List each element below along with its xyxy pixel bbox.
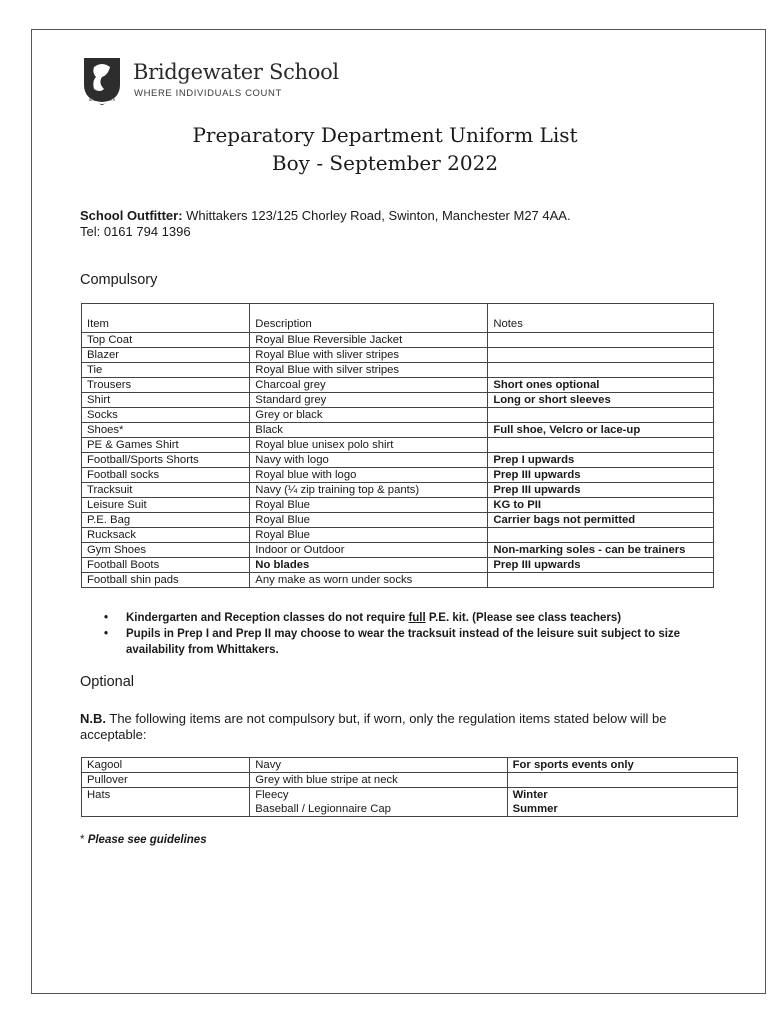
- table-row: [82, 573, 714, 588]
- table-row: [82, 453, 714, 468]
- outfitter-info: [80, 208, 571, 240]
- cell-description: Royal Blue with silver stripes: [250, 363, 488, 378]
- cell-notes: Prep III upwards: [488, 558, 714, 573]
- cell-item: Football shin pads: [82, 573, 250, 588]
- compulsory-heading: Compulsory: [80, 272, 158, 288]
- cell-item: Football socks: [82, 468, 250, 483]
- column-header-notes: Notes: [488, 304, 714, 333]
- table-row: [82, 528, 714, 543]
- table-row: [82, 438, 714, 453]
- table-row: [82, 498, 714, 513]
- cell-notes: Carrier bags not permitted: [488, 513, 714, 528]
- cell-notes: KG to PII: [488, 498, 714, 513]
- cell-description: Royal Blue: [250, 528, 488, 543]
- cell-description: Standard grey: [250, 393, 488, 408]
- cell-notes: Full shoe, Velcro or lace-up: [488, 423, 714, 438]
- table-row: Kagool Navy For sports events only: [82, 758, 738, 773]
- cell-item: Shirt: [82, 393, 250, 408]
- compulsory-table: [81, 303, 714, 588]
- cell-notes: [488, 333, 714, 348]
- outfitter-label: School Outfitter:: [80, 208, 183, 223]
- table-row: [82, 513, 714, 528]
- school-crest-icon: [80, 55, 124, 107]
- cell-description: Royal Blue: [250, 513, 488, 528]
- cell-item: PE & Games Shirt: [82, 438, 250, 453]
- bullet-kindergarten: • Kindergarten and Reception classes do not require full P.E. kit. (Please see class teachers): [104, 610, 694, 626]
- optional-heading: Optional: [80, 674, 135, 690]
- table-row: [82, 363, 714, 378]
- table-row: [82, 543, 714, 558]
- cell-description: Navy with logo: [250, 453, 488, 468]
- cell-description: Navy (¼ zip training top & pants): [250, 483, 488, 498]
- table-row: [82, 468, 714, 483]
- outfitter-address: Whittakers 123/125 Chorley Road, Swinton, Manchester M27 4AA.: [182, 208, 571, 223]
- cell-item: Gym Shoes: [82, 543, 250, 558]
- cell-item: Tie: [82, 363, 250, 378]
- table-row: [82, 393, 714, 408]
- cell-item: Tracksuit: [82, 483, 250, 498]
- cell-notes: Long or short sleeves: [488, 393, 714, 408]
- table-row: [82, 348, 714, 363]
- table-row: [82, 423, 714, 438]
- column-header-description: Description: [250, 304, 488, 333]
- optional-table: [81, 757, 738, 817]
- column-header-item: Item: [82, 304, 250, 333]
- cell-notes: [488, 528, 714, 543]
- nb-label: N.B.: [80, 711, 106, 726]
- cell-description: Royal Blue: [250, 498, 488, 513]
- cell-item: Football/Sports Shorts: [82, 453, 250, 468]
- cell-item: Football Boots: [82, 558, 250, 573]
- cell-item: Leisure Suit: [82, 498, 250, 513]
- cell-description: Royal blue unisex polo shirt: [250, 438, 488, 453]
- footnote-text: Please see guidelines: [87, 834, 207, 846]
- cell-item: Top Coat: [82, 333, 250, 348]
- optional-note: [80, 711, 700, 743]
- cell-notes: [488, 438, 714, 453]
- school-logo: [80, 55, 339, 105]
- table-row: [82, 378, 714, 393]
- footnote: [80, 834, 207, 846]
- cell-description: Indoor or Outdoor: [250, 543, 488, 558]
- cell-item: Shoes*: [82, 423, 250, 438]
- cell-item: P.E. Bag: [82, 513, 250, 528]
- cell-notes: Prep III upwards: [488, 483, 714, 498]
- cell-description: Grey or black: [250, 408, 488, 423]
- cell-notes: Non-marking soles - can be trainers: [488, 543, 714, 558]
- table-row: [82, 483, 714, 498]
- cell-description: Royal Blue with sliver stripes: [250, 348, 488, 363]
- cell-notes: [488, 348, 714, 363]
- outfitter-tel: Tel: 0161 794 1396: [80, 224, 191, 239]
- cell-description: No blades: [250, 558, 488, 573]
- cell-description: Charcoal grey: [250, 378, 488, 393]
- nb-text: The following items are not compulsory but, if worn, only the regulation items stated below will be acceptable:: [80, 711, 667, 742]
- cell-description: Royal Blue Reversible Jacket: [250, 333, 488, 348]
- table-row: Pullover Grey with blue stripe at neck: [82, 773, 738, 788]
- notes-bullet-list: [104, 610, 694, 658]
- cell-description: Any make as worn under socks: [250, 573, 488, 588]
- bullet-tracksuit: • Pupils in Prep I and Prep II may choose to wear the tracksuit instead of the leisure suit subject to size availability from Whittakers.: [104, 626, 694, 658]
- svg-text:BRIDGEWATER: BRIDGEWATER: [88, 98, 116, 102]
- table-row: Hats Fleecy Baseball / Legionnaire Cap Winter Summer: [82, 788, 738, 817]
- cell-item: Blazer: [82, 348, 250, 363]
- cell-notes: [488, 573, 714, 588]
- table-row: [82, 408, 714, 423]
- cell-item: Trousers: [82, 378, 250, 393]
- table-header-row: [82, 304, 714, 333]
- table-row: [82, 558, 714, 573]
- footnote-star: *: [80, 834, 85, 846]
- school-tagline: WHERE INDIVIDUALS COUNT: [134, 88, 282, 99]
- cell-description: Black: [250, 423, 488, 438]
- cell-notes: Prep I upwards: [488, 453, 714, 468]
- cell-notes: [488, 408, 714, 423]
- cell-notes: [488, 363, 714, 378]
- table-row: [82, 333, 714, 348]
- page-subtitle: Boy - September 2022: [271, 151, 499, 175]
- cell-notes: Prep III upwards: [488, 468, 714, 483]
- cell-item: Rucksack: [82, 528, 250, 543]
- cell-notes: Short ones optional: [488, 378, 714, 393]
- school-name: Bridgewater School: [133, 60, 339, 84]
- cell-description: Royal blue with logo: [250, 468, 488, 483]
- page-title: Preparatory Department Uniform List: [192, 123, 578, 147]
- cell-item: Socks: [82, 408, 250, 423]
